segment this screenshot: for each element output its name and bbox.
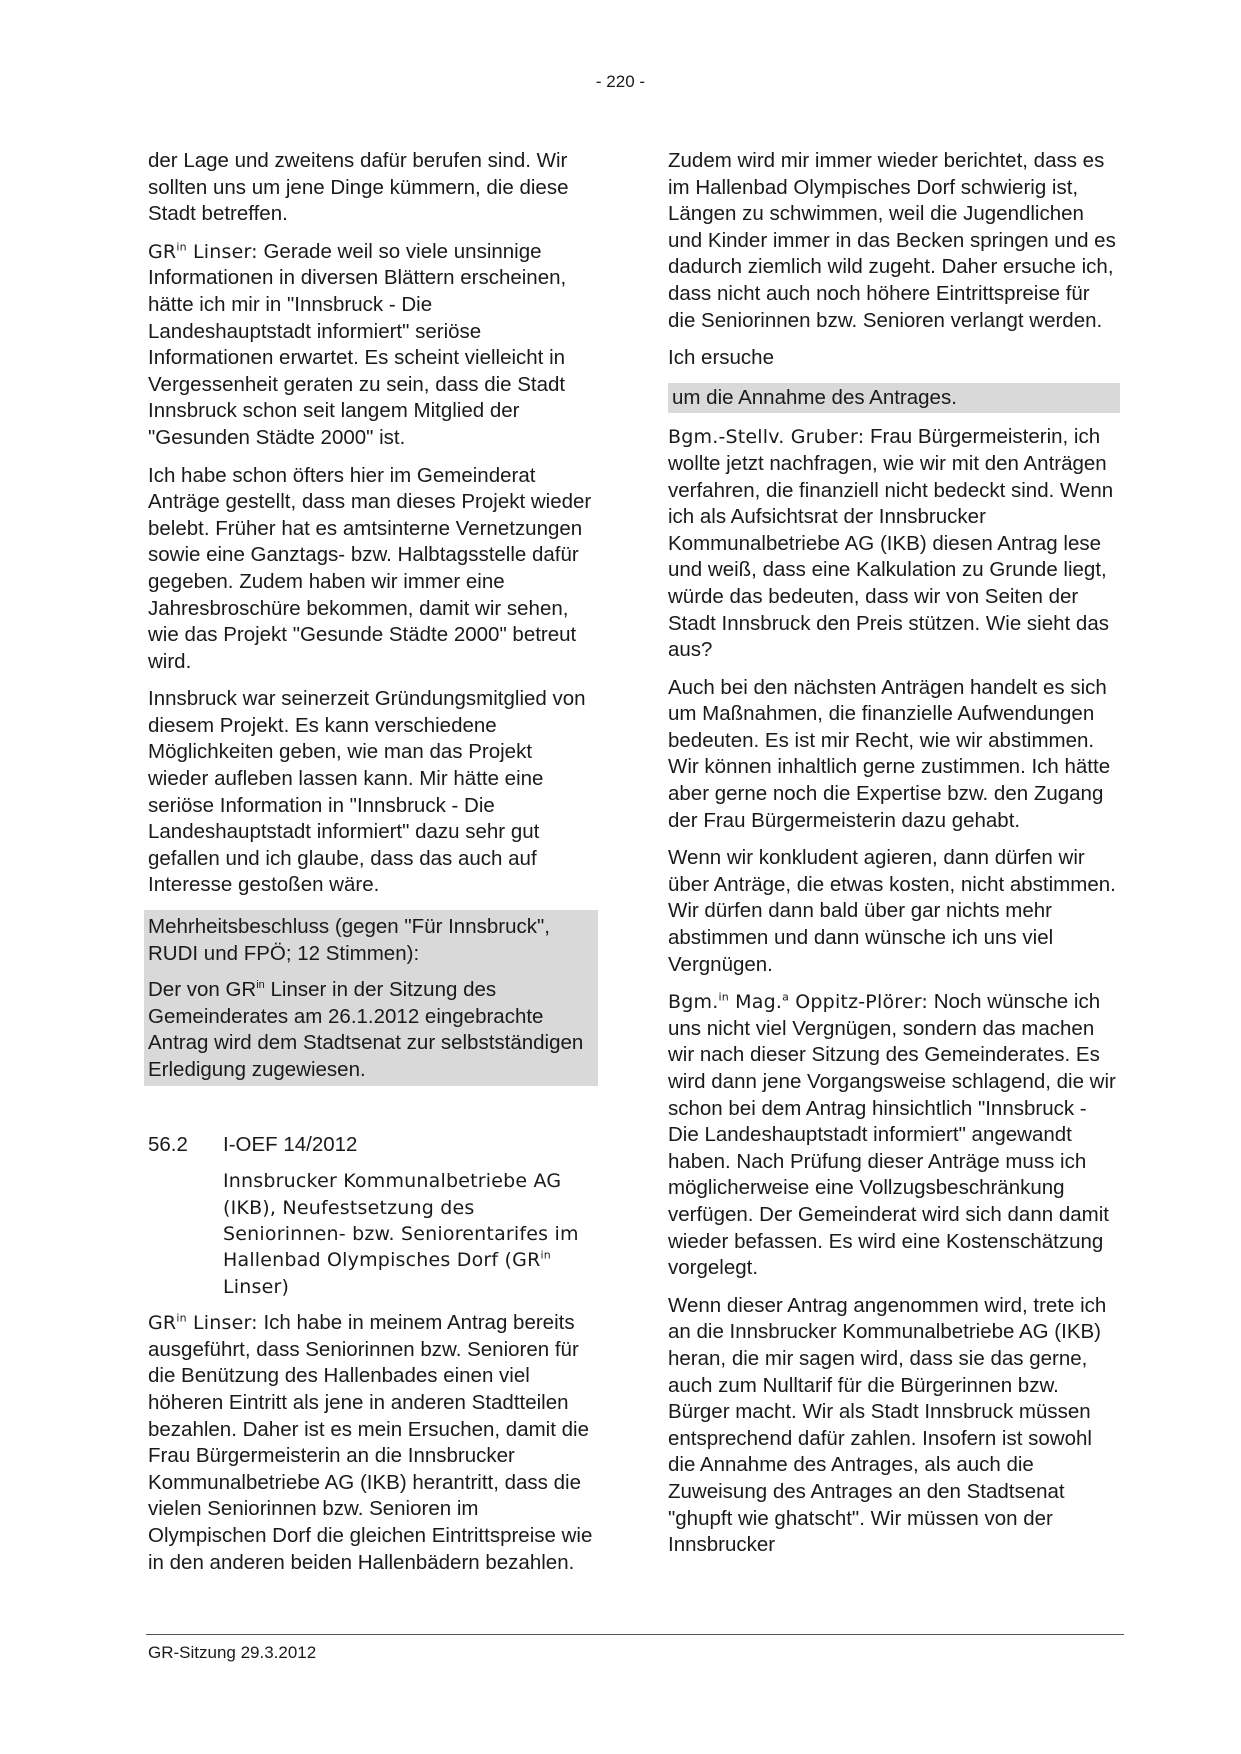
- paragraph: Innsbruck war seinerzeit Gründungsmitglied von diesem Projekt. Es kann verschiedene Möglichkeiten geben, wie man das Projekt wieder aufleben lassen kann. Mir hätte eine seriöse Information in "Innsbruck - Die Landeshauptstadt informiert" dazu sehr gut gefallen und ich glaube, dass das auch auf Interesse gestoßen wäre.: [148, 687, 586, 897]
- decision-box: [144, 910, 598, 1086]
- paragraph: Ich ersuche: [668, 346, 774, 370]
- item-number: 56.2: [148, 1132, 188, 1156]
- paragraph: Wenn dieser Antrag angenommen wird, trete ich an die Innsbrucker Kommunalbetriebe AG (IKB) heran, die mir sagen wird, dass sie das gerne, auch zum Nulltarif für die Bürgerinnen bzw. Bürger macht. Wir als Stadt Innsbruck müssen entsprechend dafür zahlen. Insofern ist sowohl die Annahme des Antrages, als auch die Zuweisung des Antrages an den Stadtsenat "ghupft wie ghatscht". Wir müssen von der Innsbrucker: [668, 1293, 1107, 1557]
- speech-paragraph: $GR^{in}$ Linser: Ich habe in meinem Antrag bereits ausgeführt, dass Seniorinnen bzw. Senioren für die Benützung des Hallenbades einen viel höheren Eintritt als jene in anderen Stadtteilen bezahlen. Daher ist es mein Ersuchen, damit die Frau Bürgermeisterin an die Innsbrucker Kommunalbetriebe AG (IKB) herantritt, dass die vielen Seniorinnen bzw. Senioren im Olympischen Dorf die gleichen Eintrittspreise wie in den anderen beiden Hallenbädern bezahlen.: [148, 1311, 593, 1574]
- item-code: I-OEF 14/2012: [223, 1132, 358, 1156]
- paragraph: Wenn wir konkludent agieren, dann dürfen wir über Anträge, die etwas kosten, nicht abstimmen. Wir dürfen dann bald über gar nichts mehr abstimmen und dann wünsche ich uns viel Vergnügen.: [668, 846, 1116, 976]
- page-number: - 220 -: [595, 72, 646, 91]
- speaker-name: $GR^{in}$ Linser:: [148, 1311, 258, 1335]
- speech-paragraph: $GR^{in}$ Linser: Gerade weil so viele unsinnige Informationen in diversen Blättern erscheinen, hätte ich mir in "Innsbruck - Die Landeshauptstadt informiert" seriöse Informationen erwartet. Es scheint vielleicht in Vergessenheit geraten zu sein, dass die Stadt Innsbruck schon seit langem Mitglied der "Gesunden Städte 2000" ist.: [148, 239, 567, 449]
- motion-box: um die Annahme des Antrages.: [668, 383, 1120, 414]
- paragraph: Ich habe schon öfters hier im Gemeinderat Anträge gestellt, dass man dieses Projekt wieder belebt. Früher hat es amtsinterne Vernetzungen sowie eine Ganztags- bzw. Halbtagsstelle dafür gegeben. Zudem haben wir immer eine Jahresbroschüre bekommen, damit wir sehen, wie das Projekt "Gesunde Städte 2000" betreut wird.: [148, 463, 592, 673]
- left-column: [148, 148, 598, 1587]
- agenda-item: [148, 1132, 598, 1301]
- decision-heading: Mehrheitsbeschluss (gegen "Für Innsbruck", RUDI und FPÖ; 12 Stimmen):: [148, 915, 550, 965]
- decision-text: Der von $GR^{in}$ Linser in der Sitzung des Gemeinderates am 26.1.2012 eingebrachte Antrag wird dem Stadtsenat zur selbstständigen Erledigung zugewiesen.: [148, 978, 584, 1081]
- speaker-name: Bgm.-Stellv. Gruber:: [668, 426, 865, 449]
- paragraph: der Lage und zweitens dafür berufen sind. Wir sollten uns um jene Dinge kümmern, die diese Stadt betreffen.: [148, 149, 569, 226]
- speaker-name: Bgm.$^{in}$ Mag.$^a$ Oppitz-Plörer:: [668, 990, 929, 1014]
- paragraph: Zudem wird mir immer wieder berichtet, dass es im Hallenbad Olympisches Dorf schwierig ist, Längen zu schwimmen, weil die Jugendlichen und Kinder immer in das Becken springen und es dadurch ziemlich wild zugeht. Daher ersuche ich, dass nicht auch noch höhere Eintrittspreise für die Seniorinnen bzw. Senioren verlangt werden.: [668, 149, 1116, 332]
- speech-paragraph: Bgm.-Stellv. Gruber: Frau Bürgermeisterin, ich wollte jetzt nachfragen, wie wir mit den Anträgen verfahren, die finanziell nicht bedeckt sind. Wenn ich als Aufsichtsrat der Innsbrucker Kommunalbetriebe AG (IKB) diesen Antrag lese und weiß, dass eine Kalkulation zu Grunde liegt, würde das bedeuten, dass wir von Seiten der Stadt Innsbruck den Preis stützen. Wie sieht das aus?: [668, 425, 1114, 662]
- paragraph: Auch bei den nächsten Anträgen handelt es sich um Maßnahmen, die finanzielle Aufwendungen bedeuten. Es ist mir Recht, wie wir abstimmen. Wir können inhaltlich gerne zustimmen. Ich hätte aber gerne noch die Expertise bzw. den Zugang der Frau Bürgermeisterin dazu gehabt.: [668, 675, 1111, 832]
- speaker-name: $GR^{in}$ Linser:: [148, 240, 258, 263]
- footer-text: GR-Sitzung 29.3.2012: [148, 1643, 317, 1662]
- item-title: Innsbrucker Kommunalbetriebe AG (IKB), Neufestsetzung des Seniorinnen- bzw. Seniorentarifes im Hallenbad Olympisches Dorf ($GR^{in}$ Linser): [223, 1170, 579, 1298]
- footer-divider: [146, 1634, 1124, 1635]
- speech-paragraph: Bgm.$^{in}$ Mag.$^a$ Oppitz-Plörer: Noch wünsche ich uns nicht viel Vergnügen, sondern das machen wir nach dieser Sitzung des Gemeinderates. Es wird dann jene Vorgangsweise schlagend, die wir schon bei dem Antrag hinsichtlich "Innsbruck - Die Landeshauptstadt informiert" angewandt haben. Nach Prüfung dieser Anträge muss ich möglicherweise eine Vollzugsbeschränkung verfügen. Der Gemeinderat wird sich dann damit wieder befassen. Es wird eine Kostenschätzung vorgelegt.: [668, 990, 1116, 1280]
- right-column: [668, 148, 1120, 1570]
